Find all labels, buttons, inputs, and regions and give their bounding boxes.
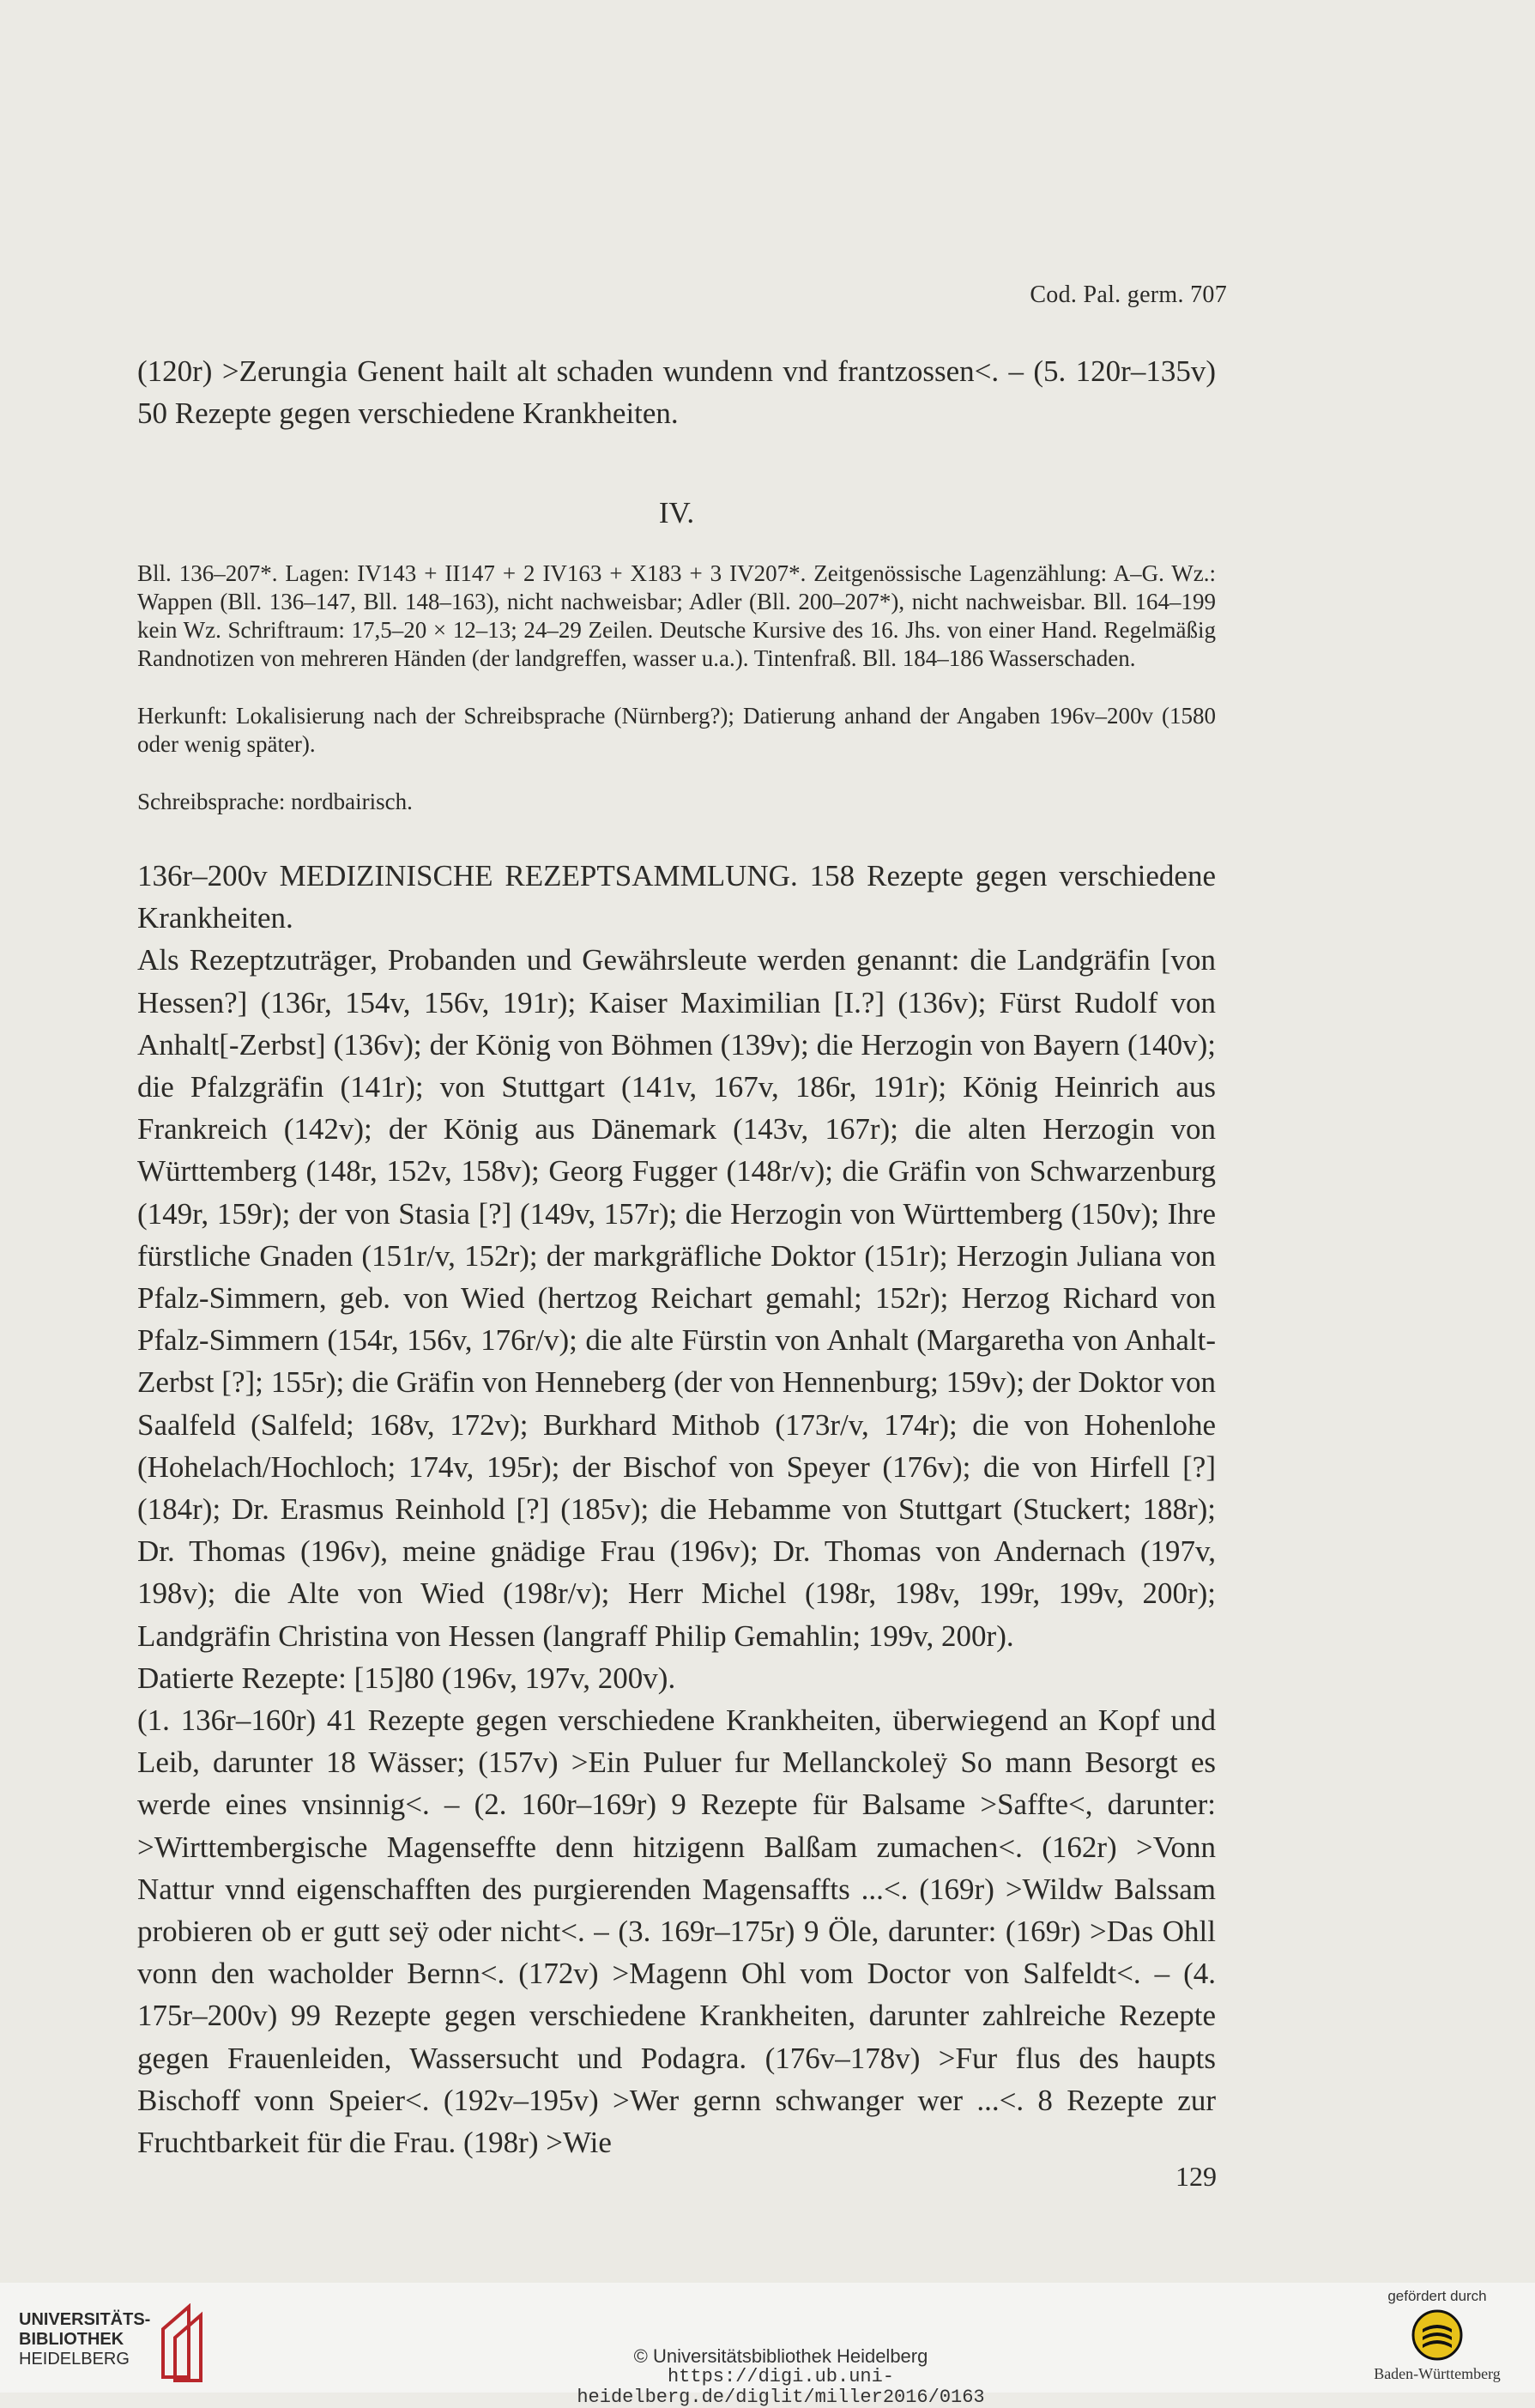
permalink-url[interactable]: https://digi.ub.uni-heidelberg.de/diglit/miller2016/0163: [577, 2366, 985, 2408]
contents-paragraph: (1. 136r–160r) 41 Rezepte gegen verschiedene Krankheiten, überwiegend an Kopf und Leib, darunter 18 Wässer; (157v) >Ein Puluer fur Mellanckoleÿ So mann Besorgt es werde eines vnsinnig<. – (2. 160r–169r) 9 Rezepte für Balsame >Saffte<, darunter: >Wirttembergische Magenseffte denn hitzigenn Balßam zumachen<. (162r) >Vonn Nattur vnnd eigenschafften des purgierenden Magensaffts ...<. (169r) >Wildw Balssam probieren ob er gutt seÿ oder nicht<. – (3. 169r–175r) 9 Öle, darunter: (169r) >Das Ohll vonn den wacholder Bernn<. (172v) >Magenn Ohl vom Doctor von Salfeldt<. – (4. 175r–200v) 99 Rezepte gegen verschiedene Krankheiten, darunter zahlreiche Rezepte gegen Frauenleiden, Wassersucht und Podagra. (176v–178v) >Fur flus des haupts Bischoff vonn Speier<. (192v–195v) >Wer gernn schwanger wer ...<. 8 Rezepte zur Fruchtbarkeit für die Frau. (198r) >Wie: [137, 1703, 1216, 2160]
provenance-paragraph: Herkunft: Lokalisierung nach der Schreibsprache (Nürnberg?); Datierung anhand der Angaben 196v–200v (1580 oder wenig später).: [137, 703, 1216, 757]
copyright-text: © Universitätsbibliothek Heidelberg: [633, 2345, 928, 2367]
language: [137, 788, 1216, 816]
description-paragraph: Bll. 136–207*. Lagen: IV143 + II147 + 2 IV163 + X183 + 3 IV207*. Zeitgenössische Lagenzählung: A–G. Wz.: Wappen (Bll. 136–147, Bll. 148–163), nicht nachweisbar; Adler (Bll. 200–207*), nicht nachweisbar. Bll. 164–199 kein Wz. Schriftraum: 17,5–20 × 12–13; 24–29 Zeilen. Deutsche Kursive des 16. Jhs. von einer Hand. Regelmäßig Randnotizen von mehreren Händen (der landgreffen, wasser u.a.). Tintenfraß. Bll. 184–186 Wasserschaden.: [137, 560, 1216, 671]
logo-line-3: HEIDELBERG: [19, 2350, 130, 2369]
coat-of-arms-icon: [1411, 2308, 1464, 2362]
sponsor-logo[interactable]: [1351, 2288, 1523, 2383]
logo-line-2: BIBLIOTHEK: [19, 2330, 124, 2349]
logo-line-1: UNIVERSITÄTS-: [19, 2310, 151, 2329]
entry-title: 136r–200v MEDIZINISCHE REZEPTSAMMLUNG. 158 Rezepte gegen verschiedene Krankheiten.: [137, 859, 1216, 935]
university-library-logo[interactable]: [19, 2303, 242, 2381]
contributors-paragraph: Als Rezeptzuträger, Probanden und Gewährsleute werden genannt: die Landgräfin [von Hessen?] (136r, 154v, 156v, 191r); Kaiser Maximilian [I.?] (136v); Fürst Rudolf von Anhalt[-Zerbst] (136v); der König von Böhmen (139v); die Herzogin von Bayern (140v); die Pfalzgräfin (141r); von Stuttgart (141v, 167v, 186r, 191r); König Heinrich aus Frankreich (142v); der König aus Dänemark (143v, 167r); die alten Herzogin von Württemberg (148r, 152v, 158v); Georg Fugger (148r/v); die Gräfin von Schwarzenburg (149r, 159r); der von Stasia [?] (149v, 157r); die Herzogin von Württemberg (150v); Ihre fürstliche Gnaden (151r/v, 152r); der markgräfliche Doktor (151r); Herzogin Juliana von Pfalz-Simmern, geb. von Wied (hertzog Reichart gemahl; 152r); Herzog Richard von Pfalz-Simmern (154r, 156v, 176r/v); die alte Fürstin von Anhalt (Margaretha von Anhalt-Zerbst [?]; 155r); die Gräfin von Henneberg (der von Hennenburg; 159v); der Doktor von Saalfeld (Salfeld; 168v, 172v); Burkhard Mithob (173r/v, 174r); die von Hohenlohe (Hohelach/Hochloch; 174v, 195r); der Bischof von Speyer (176v); die von Hirfell [?] (184r); Dr. Erasmus Reinhold [?] (185v); die Hebamme von Stuttgart (Stuckert; 188r); Dr. Thomas (196v), meine gnädige Frau (196v); Dr. Thomas von Andernach (197v, 198v); die Alte von Wied (198r/v); Herr Michel (198r, 198v, 199r, 199v, 200r); Landgräfin Christina von Hessen (langraff Philip Gemahlin; 199v, 200r).: [137, 943, 1216, 1653]
running-head: Cod. Pal. germ. 707: [1030, 281, 1227, 308]
logo-text: [19, 2310, 150, 2369]
language-paragraph: Schreibsprache: nordbairisch.: [137, 789, 413, 814]
sponsor-caption: gefördert durch: [1387, 2288, 1487, 2304]
continuation-paragraph: [137, 350, 1216, 434]
section-heading: IV.: [658, 496, 695, 529]
codicological-description: [137, 560, 1216, 673]
paragraph-120r: (120r) >Zerungia Genent hailt alt schaden wundenn vnd frantzossen<. – (5. 120r–135v) 50 Rezepte gegen verschiedene Krankheiten.: [137, 354, 1216, 431]
page-number: 129: [1175, 2161, 1217, 2192]
copyright-notice: [480, 2346, 1081, 2408]
provenance: [137, 702, 1216, 759]
sponsor-name: Baden-Württemberg: [1374, 2365, 1501, 2382]
main-entry: [137, 855, 1216, 2163]
dated-recipes: Datierte Rezepte: [15]80 (196v, 197v, 200v).: [137, 1661, 676, 1695]
footer-bar: [0, 2283, 1535, 2408]
library-mark-icon: [154, 2303, 223, 2382]
